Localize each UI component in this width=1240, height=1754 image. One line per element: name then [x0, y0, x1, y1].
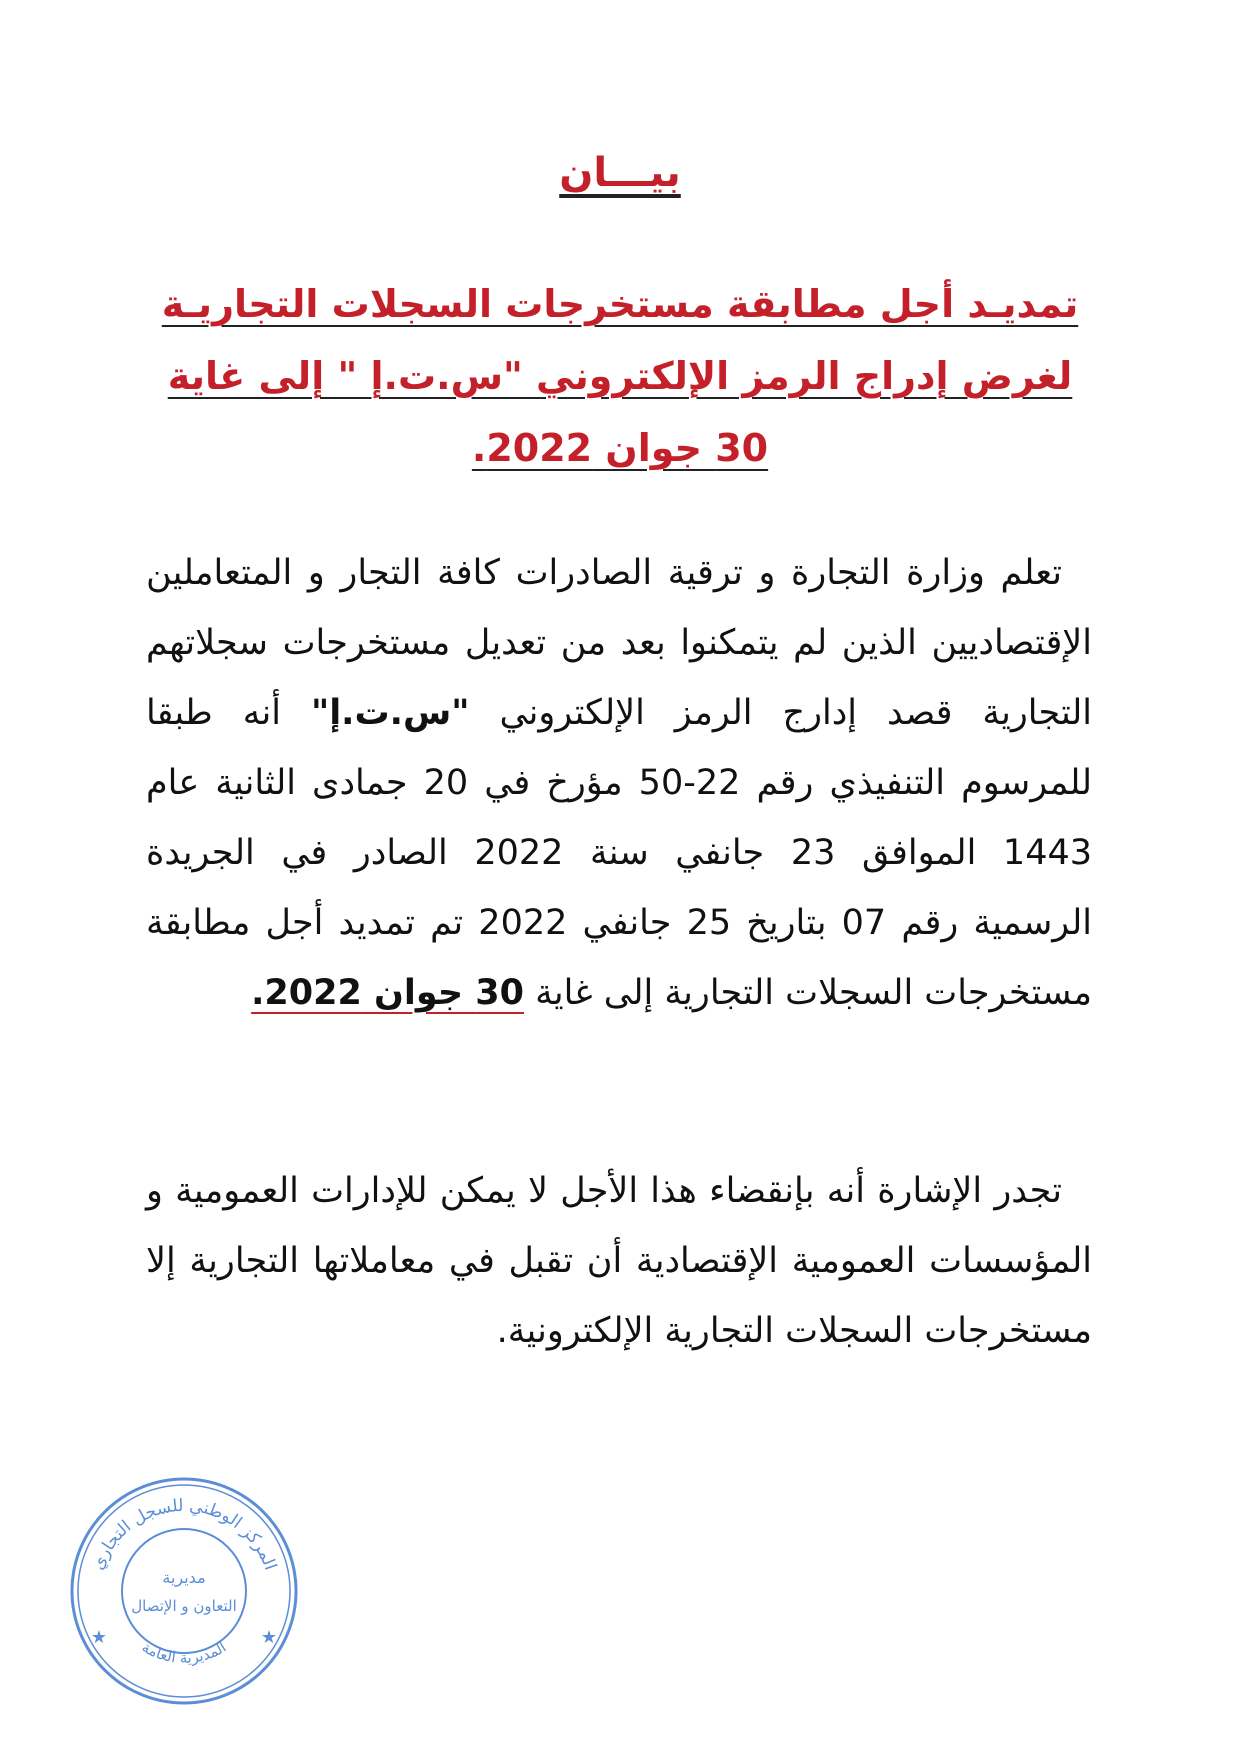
paragraph-2-text: تجدر الإشارة أنه بإنقضاء هذا الأجل لا يمكن للإدارات العمومية و المؤسسات العمومية الإقتصادية أن تقبل في معاملاتها التجارية إلا مستخرجات السجلات التجارية الإلكترونية. [146, 1171, 1092, 1351]
document-title [160, 268, 1080, 484]
stamp-outer-text: المركز الوطني للسجل التجاري [87, 1495, 281, 1573]
paragraph-announcement [146, 538, 1092, 1028]
stamp-star-left-icon: ★ [90, 1627, 108, 1648]
document-heading: بيـــان [559, 150, 681, 196]
official-stamp [66, 1473, 302, 1709]
stamp-bottom-text: المديرية العامة [138, 1637, 230, 1667]
title-line-3: 30 جوان 2022. [471, 426, 769, 470]
paragraph-notice [146, 1156, 1092, 1366]
stamp-inner-ring [122, 1529, 246, 1653]
electronic-code: "س.ت.إ" [310, 693, 470, 733]
deadline-date: 30 جوان 2022. [251, 973, 524, 1013]
stamp-inner-line-2: التعاون و الإتصال [131, 1597, 237, 1615]
stamp-inner-line-1: مديرية [162, 1568, 206, 1587]
title-line-1: تمديـد أجل مطابقة مستخرجات السجلات التجاريـة [161, 282, 1079, 326]
title-line-2: لغرض إدراج الرمز الإلكتروني "س.ت.إ " إلى غاية [167, 354, 1073, 398]
paragraph-1-part-2: أنه طبقا للمرسوم التنفيذي رقم 22-50 مؤرخ في 20 جمادى الثانية عام 1443 الموافق 23 جانفي سنة 2022 الصادر في الجريدة الرسمية رقم 07 بتاريخ 25 جانفي 2022 تم تمديد أجل مطابقة مستخرجات السجلات التجارية إلى غاية [146, 693, 1092, 1013]
paragraph-1-part-1: تعلم وزارة التجارة و ترقية الصادرات كافة التجار و المتعاملين الإقتصاديين الذين لم يتمكنوا بعد من تعديل مستخرجات سجلاتهم التجارية قصد إدارج الرمز الإلكتروني [146, 553, 1092, 733]
stamp-star-right-icon: ★ [260, 1627, 278, 1648]
